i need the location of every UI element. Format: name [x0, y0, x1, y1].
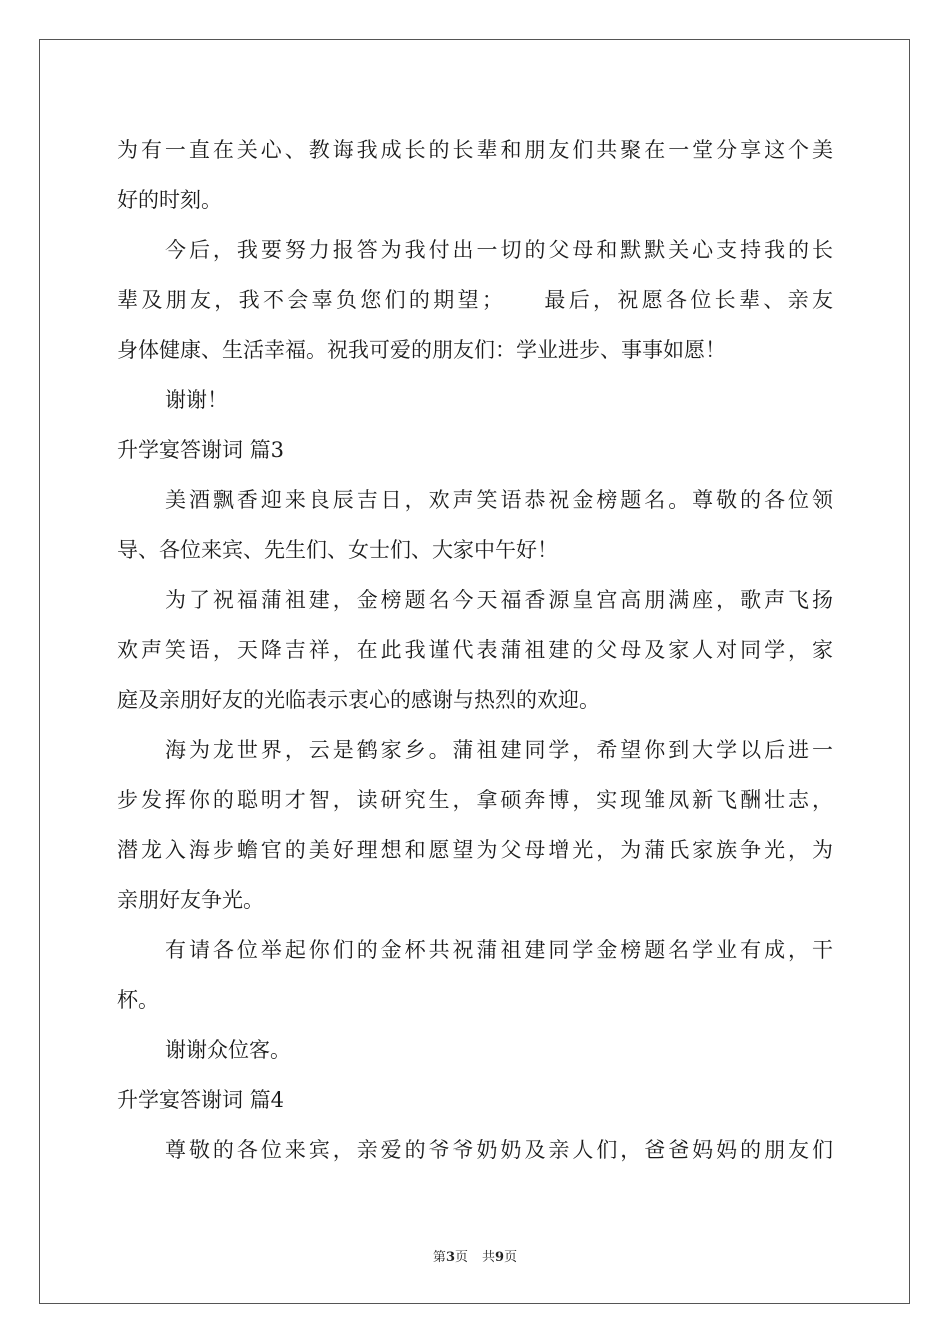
- text-line: 欢声笑语，天降吉祥，在此我谨代表蒲祖建的父母及家人对同学，家: [117, 638, 833, 662]
- total-suffix: 页: [504, 1250, 518, 1265]
- text-line: 为有一直在关心、教诲我成长的长辈和朋友们共聚在一堂分享这个美: [117, 138, 833, 162]
- text-line: 尊敬的各位来宾，亲爱的爷爷奶奶及亲人们，爸爸妈妈的朋友们: [165, 1138, 833, 1162]
- text-line: 美酒飘香迎来良辰吉日，欢声笑语恭祝金榜题名。尊敬的各位领: [165, 488, 833, 512]
- text-line: 今后，我要努力报答为我付出一切的父母和默默关心支持我的长: [165, 238, 833, 262]
- text-line: 海为龙世界，云是鹤家乡。蒲祖建同学，希望你到大学以后进一: [165, 738, 833, 762]
- text-line: 亲朋好友争光。: [117, 888, 264, 912]
- page-prefix: 第: [432, 1250, 446, 1265]
- document-body: [117, 125, 833, 1175]
- total-pages: 9: [495, 1250, 505, 1265]
- page-footer: [0, 1246, 950, 1265]
- text-line: 庭及亲朋好友的光临表示衷心的感谢与热烈的欢迎。: [117, 688, 600, 712]
- section-heading: 升学宴答谢词 篇4: [117, 1088, 285, 1112]
- text-line: 导、各位来宾、先生们、女士们、大家中午好！: [117, 538, 558, 562]
- text-line: 步发挥你的聪明才智，读研究生，拿硕奔博，实现雏凤新飞酬壮志，: [117, 788, 833, 812]
- text-line: 潜龙入海步蟾官的美好理想和愿望为父母增光，为蒲氏家族争光，为: [117, 838, 833, 862]
- text-line: 辈及朋友，我不会辜负您们的期望； 最后，祝愿各位长辈、亲友: [117, 288, 833, 312]
- text-line: 好的时刻。: [117, 188, 222, 212]
- total-prefix: 共: [482, 1250, 496, 1265]
- page-number: 3: [445, 1250, 455, 1265]
- text-line: 身体健康、生活幸福。祝我可爱的朋友们：学业进步、事事如愿！: [117, 338, 726, 362]
- section-heading: 升学宴答谢词 篇3: [117, 438, 285, 462]
- text-line: 为了祝福蒲祖建，金榜题名今天福香源皇宫高朋满座，歌声飞扬: [165, 588, 833, 612]
- text-line: 谢谢众位客。: [165, 1038, 291, 1062]
- page-suffix: 页: [454, 1250, 468, 1265]
- text-line: 杯。: [117, 988, 159, 1012]
- text-line: 有请各位举起你们的金杯共祝蒲祖建同学金榜题名学业有成，干: [165, 938, 833, 962]
- text-line: 谢谢！: [165, 388, 228, 412]
